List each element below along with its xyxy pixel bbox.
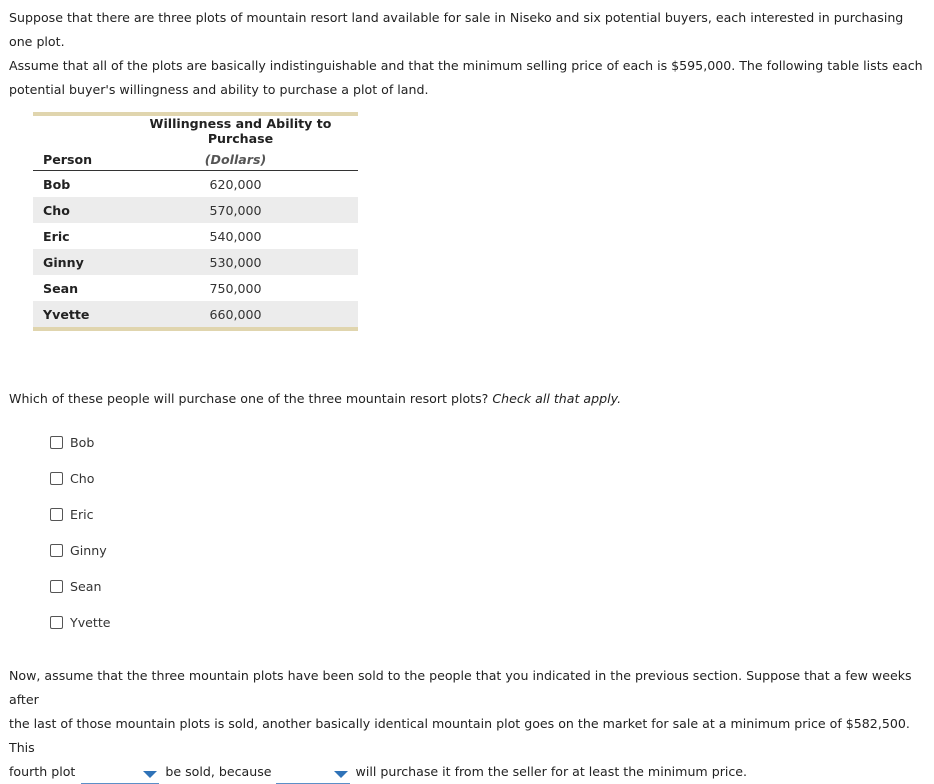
person-value: 620,000 bbox=[209, 176, 262, 192]
followup-line-2: the last of those mountain plots is sold, another basically identical mountain plot goes on the market for sale at a minimum price of $582,500. This bbox=[9, 716, 910, 755]
table-row bbox=[33, 301, 358, 327]
header-spacer bbox=[33, 116, 113, 148]
header-unit: (Dollars) bbox=[113, 148, 358, 171]
option-label[interactable]: Ginny bbox=[70, 542, 107, 558]
followup-line-3 bbox=[9, 760, 929, 784]
checkbox[interactable] bbox=[50, 508, 63, 521]
chevron-down-icon[interactable] bbox=[334, 771, 348, 778]
will-wont-dropdown[interactable] bbox=[81, 763, 159, 784]
checkbox[interactable] bbox=[50, 580, 63, 593]
person-value: 660,000 bbox=[113, 301, 358, 327]
table-row bbox=[33, 275, 358, 301]
option-ginny[interactable] bbox=[50, 541, 111, 559]
option-label[interactable]: Cho bbox=[70, 470, 95, 486]
chevron-down-icon[interactable] bbox=[143, 771, 157, 778]
option-label[interactable]: Sean bbox=[70, 578, 102, 594]
person-value: 750,000 bbox=[209, 280, 262, 296]
person-name: Ginny bbox=[33, 249, 113, 275]
checkbox-group bbox=[50, 433, 111, 649]
checkbox[interactable] bbox=[50, 544, 63, 557]
person-name: Sean bbox=[43, 280, 79, 296]
followup-seg-2: be sold, because bbox=[165, 764, 272, 779]
question-text: Which of these people will purchase one of the three mountain resort plots? bbox=[9, 391, 489, 406]
followup-paragraph bbox=[9, 664, 929, 784]
intro-line-3: potential buyer's willingness and ability to purchase a plot of land. bbox=[9, 82, 429, 97]
buyers-table bbox=[33, 116, 358, 327]
person-value: 570,000 bbox=[113, 197, 358, 223]
table-row bbox=[33, 223, 358, 249]
followup-seg-3: will purchase it from the seller for at least the minimum price. bbox=[355, 764, 748, 779]
option-yvette[interactable] bbox=[50, 613, 111, 631]
followup-line-1: Now, assume that the three mountain plots have been sold to the people that you indicated in the previous section. Suppose that a few weeks after bbox=[9, 668, 912, 707]
header-person: Person bbox=[33, 148, 113, 171]
checkbox[interactable] bbox=[50, 436, 63, 449]
person-name: Cho bbox=[33, 197, 113, 223]
option-eric[interactable] bbox=[50, 505, 111, 523]
followup-seg-1: fourth plot bbox=[9, 764, 76, 779]
table-row bbox=[33, 249, 358, 275]
checkbox[interactable] bbox=[50, 616, 63, 629]
question-hint: Check all that apply. bbox=[492, 391, 622, 406]
intro-line-1: Suppose that there are three plots of mountain resort land available for sale in Niseko and six potential buyers, each interested in purchasing one plot. bbox=[9, 10, 904, 49]
who-dropdown[interactable] bbox=[276, 763, 350, 784]
person-name: Eric bbox=[43, 228, 70, 244]
person-value: 540,000 bbox=[209, 228, 262, 244]
intro-paragraph bbox=[9, 6, 929, 102]
table-row bbox=[33, 197, 358, 223]
option-bob[interactable] bbox=[50, 433, 111, 451]
header-willingness: Willingness and Ability to Purchase bbox=[149, 116, 332, 146]
question-prompt bbox=[9, 391, 621, 406]
option-label[interactable]: Bob bbox=[70, 434, 95, 450]
option-label[interactable]: Yvette bbox=[70, 614, 111, 630]
willingness-table bbox=[33, 112, 358, 331]
table-row bbox=[33, 171, 358, 198]
person-value: 530,000 bbox=[113, 249, 358, 275]
option-sean[interactable] bbox=[50, 577, 111, 595]
checkbox[interactable] bbox=[50, 472, 63, 485]
person-name: Bob bbox=[43, 176, 71, 192]
option-cho[interactable] bbox=[50, 469, 111, 487]
table-bottom-rule bbox=[33, 327, 358, 331]
intro-line-2: Assume that all of the plots are basically indistinguishable and that the minimum selling price of each is $595,000. The following table lists each bbox=[9, 58, 923, 73]
option-label[interactable]: Eric bbox=[70, 506, 94, 522]
person-name: Yvette bbox=[33, 301, 113, 327]
